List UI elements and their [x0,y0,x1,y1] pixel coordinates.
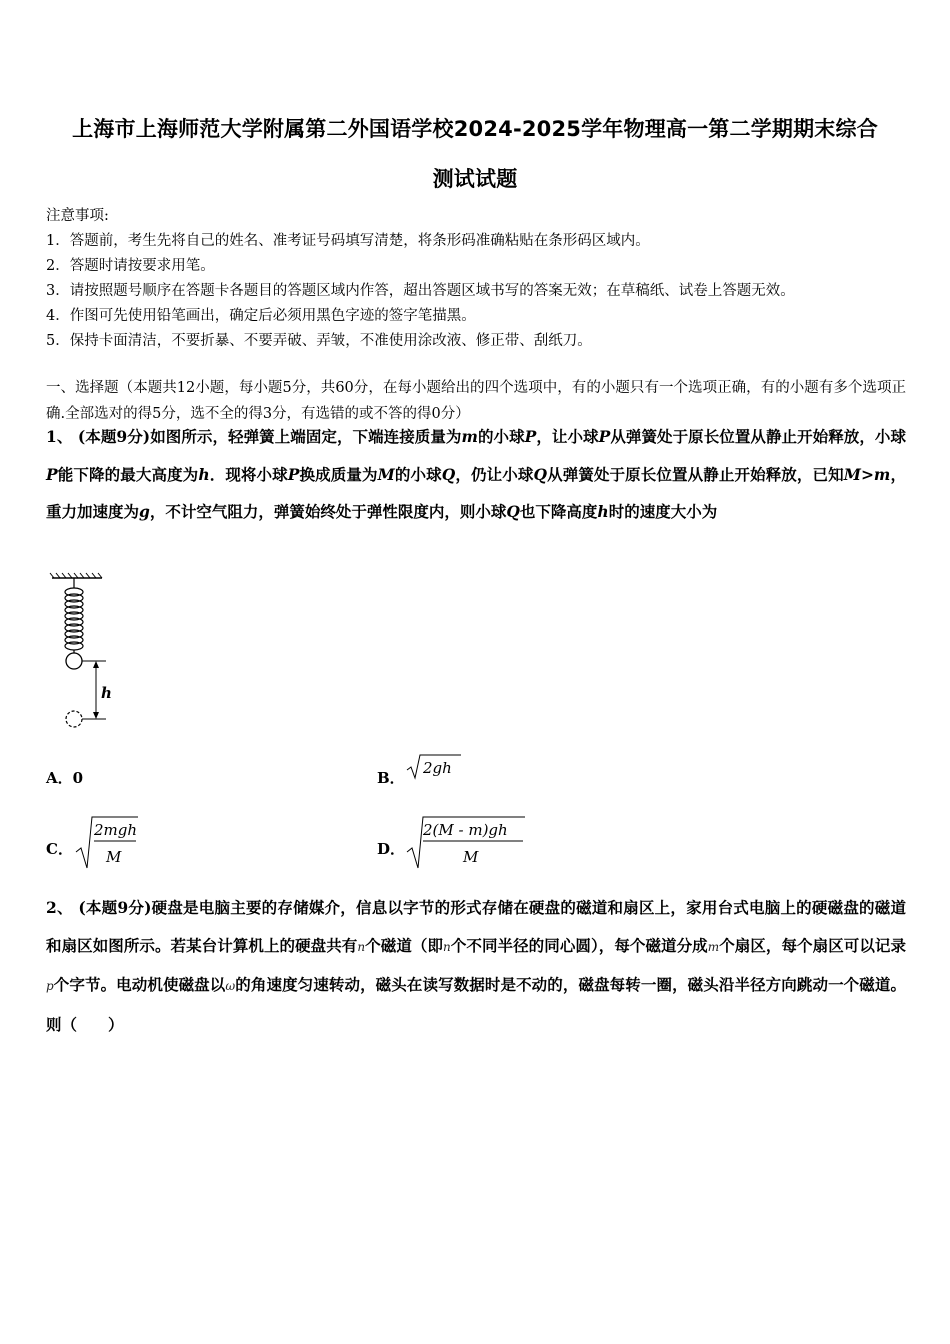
option-c-formula [74,814,144,870]
notice-item-4: 4．作图可先使用铅笔画出，确定后必须用黑色字迹的签字笔描黑。 [46,308,476,324]
notice-item-2: 2．答题时请按要求用笔。 [46,258,215,274]
option-a[interactable] [46,767,83,788]
notice-item-3: 3．请按照题号顺序在答题卡各题目的答题区域内作答，超出答题区域书写的答案无效；在草稿纸、试卷上答题无效。 [46,283,795,299]
notice-item-5: 5．保持卡面清洁，不要折暴、不要弄破、弄皱，不准使用涂改液、修正带、刮纸刀。 [46,333,592,349]
height-label: h [101,684,112,702]
svg-text:M: M [106,848,122,866]
option-d-label: D． [377,840,406,858]
notice-item-1: 1．答题前，考生先将自己的姓名、准考证号码填写清楚，将条形码准确粘贴在条形码区域内。 [46,233,650,249]
svg-text:2gh: 2gh [423,759,452,777]
option-b-formula [405,752,465,782]
title-line-2: 测试试题 [432,167,518,191]
option-d-formula [405,814,530,870]
title-line-1: 上海市上海师范大学附属第二外国语学校2024-2025学年物理高一第二学期期末综合 [72,117,878,141]
notice-heading: 注意事项: [46,208,109,224]
option-b[interactable] [377,767,405,788]
section-heading: 一、选择题（本题共12小题，每小题5分，共60分，在每小题给出的四个选项中，有的小题只有一个选项正确，有的小题有多个选项正确.全部选对的得5分，选不全的得3分，有选错的或不答的得0分） [46,380,906,422]
question-1-text: 1、 (本题9分)如图所示，轻弹簧上端固定，下端连接质量为m的小球P，让小球P从弹簧处于原长位置从静止开始释放，小球P能下降的最大高度为h．现将小球P换成质量为M的小球Q，仍让小球Q从弹簧处于原长位置从静止开始释放，已知M>m，重力加速度为g，不计空气阻力，弹簧始终处于弹性限度内，则小球Q也下降高度h时的速度大小为 [46,427,906,521]
option-c[interactable] [46,838,73,859]
option-c-label: C． [46,840,73,858]
svg-text:2(M - m)gh: 2(M - m)gh [423,821,508,839]
spring-figure [46,570,126,735]
question-2-text: 2、 (本题9分)硬盘是电脑主要的存储媒介，信息以字节的形式存储在硬盘的磁道和扇区上，家用台式电脑上的硬磁盘的磁道和扇区如图所示。若某台计算机上的硬盘共有n个磁道（即n个不同半径的同心圆），每个磁道分成m个扇区，每个扇区可以记录p个字节。电动机使磁盘以ω的角速度匀速转动，磁头在读写数据时是不动的，磁盘每转一圈，磁头沿半径方向跳动一个磁道。则（ ） [46,898,906,1034]
option-b-label: B． [377,769,405,787]
option-a-label: A． [46,769,73,787]
svg-text:2mgh: 2mgh [94,821,138,839]
option-d[interactable] [377,838,405,859]
option-a-value: 0 [72,769,84,787]
svg-text:M: M [463,848,479,866]
